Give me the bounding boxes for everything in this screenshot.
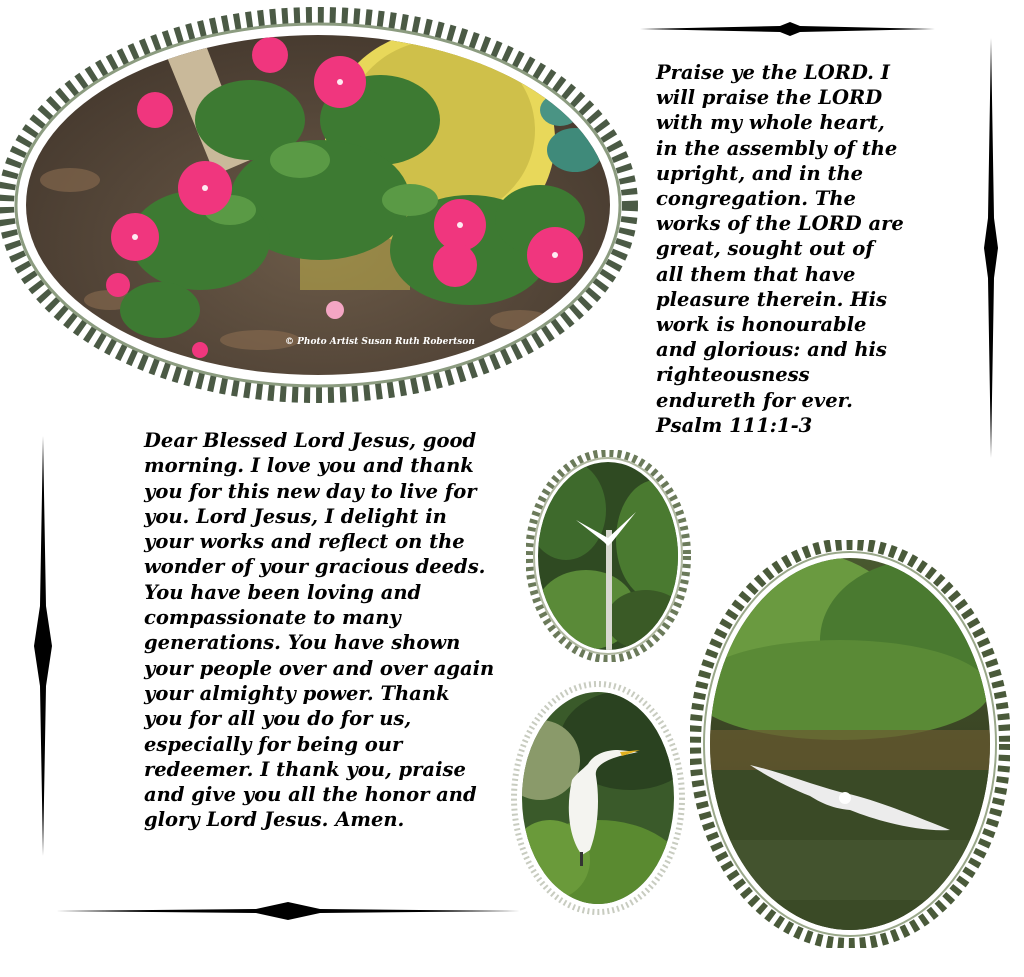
flower-photo (0, 0, 645, 410)
scripture-line: with my whole heart, (656, 111, 885, 135)
flower-photo-frame (0, 0, 645, 410)
scripture-line: upright, and in the (656, 161, 864, 185)
scripture-line: in the assembly of the (656, 136, 898, 160)
prayer-line: and give you all the honor and (144, 783, 477, 807)
prayer-line: redeemer. I thank you, praise (144, 757, 466, 781)
scripture-line: Praise ye the LORD. I (656, 61, 890, 84)
prayer-line: your works and reflect on the (144, 530, 465, 554)
prayer-line: compassionate to many (144, 606, 401, 630)
right-divider-ornament (982, 38, 1000, 458)
egret-water-photo (690, 540, 1010, 948)
prayer-line: You have been loving and (144, 580, 422, 604)
prayer-line: you for all you do for us, (144, 707, 412, 731)
prayer-line: you for this new day to live for (144, 479, 477, 503)
scripture-line: and glorious: and his (656, 338, 887, 362)
photo-credit: © Photo Artist Susan Ruth Robertson (285, 337, 475, 347)
prayer-line: especially for being our (144, 732, 403, 756)
top-divider-ornament (640, 20, 935, 38)
egret-flying-photo (526, 450, 691, 662)
scripture-line: endureth for ever. (656, 388, 853, 412)
scripture-line: great, sought out of (656, 237, 874, 261)
prayer-line: generations. You have shown (144, 631, 461, 655)
prayer-text (144, 428, 524, 833)
scripture-line: all them that have (656, 262, 856, 286)
egret-standing-photo (510, 680, 685, 920)
bottom-divider-ornament (56, 900, 520, 922)
left-divider-ornament (32, 436, 54, 856)
prayer-line: morning. I love you and thank (144, 454, 474, 478)
prayer-line: Dear Blessed Lord Jesus, good (144, 429, 477, 452)
scripture-reference: Psalm 111:1-3 (656, 413, 813, 437)
prayer-line: your people over and over again (144, 656, 495, 680)
prayer-line: your almighty power. Thank (144, 681, 450, 705)
scripture-line: will praise the LORD (656, 86, 883, 110)
scripture-line: works of the LORD are (656, 212, 904, 236)
scripture-line: congregation. The (656, 187, 856, 211)
scripture-text (656, 60, 926, 438)
scripture-line: work is honourable (656, 313, 867, 337)
prayer-line: wonder of your gracious deeds. (144, 555, 486, 579)
scripture-line: righteousness (656, 363, 810, 387)
scripture-line: pleasure therein. His (656, 287, 887, 311)
prayer-line: you. Lord Jesus, I delight in (144, 504, 447, 528)
prayer-line: glory Lord Jesus. Amen. (144, 808, 405, 832)
